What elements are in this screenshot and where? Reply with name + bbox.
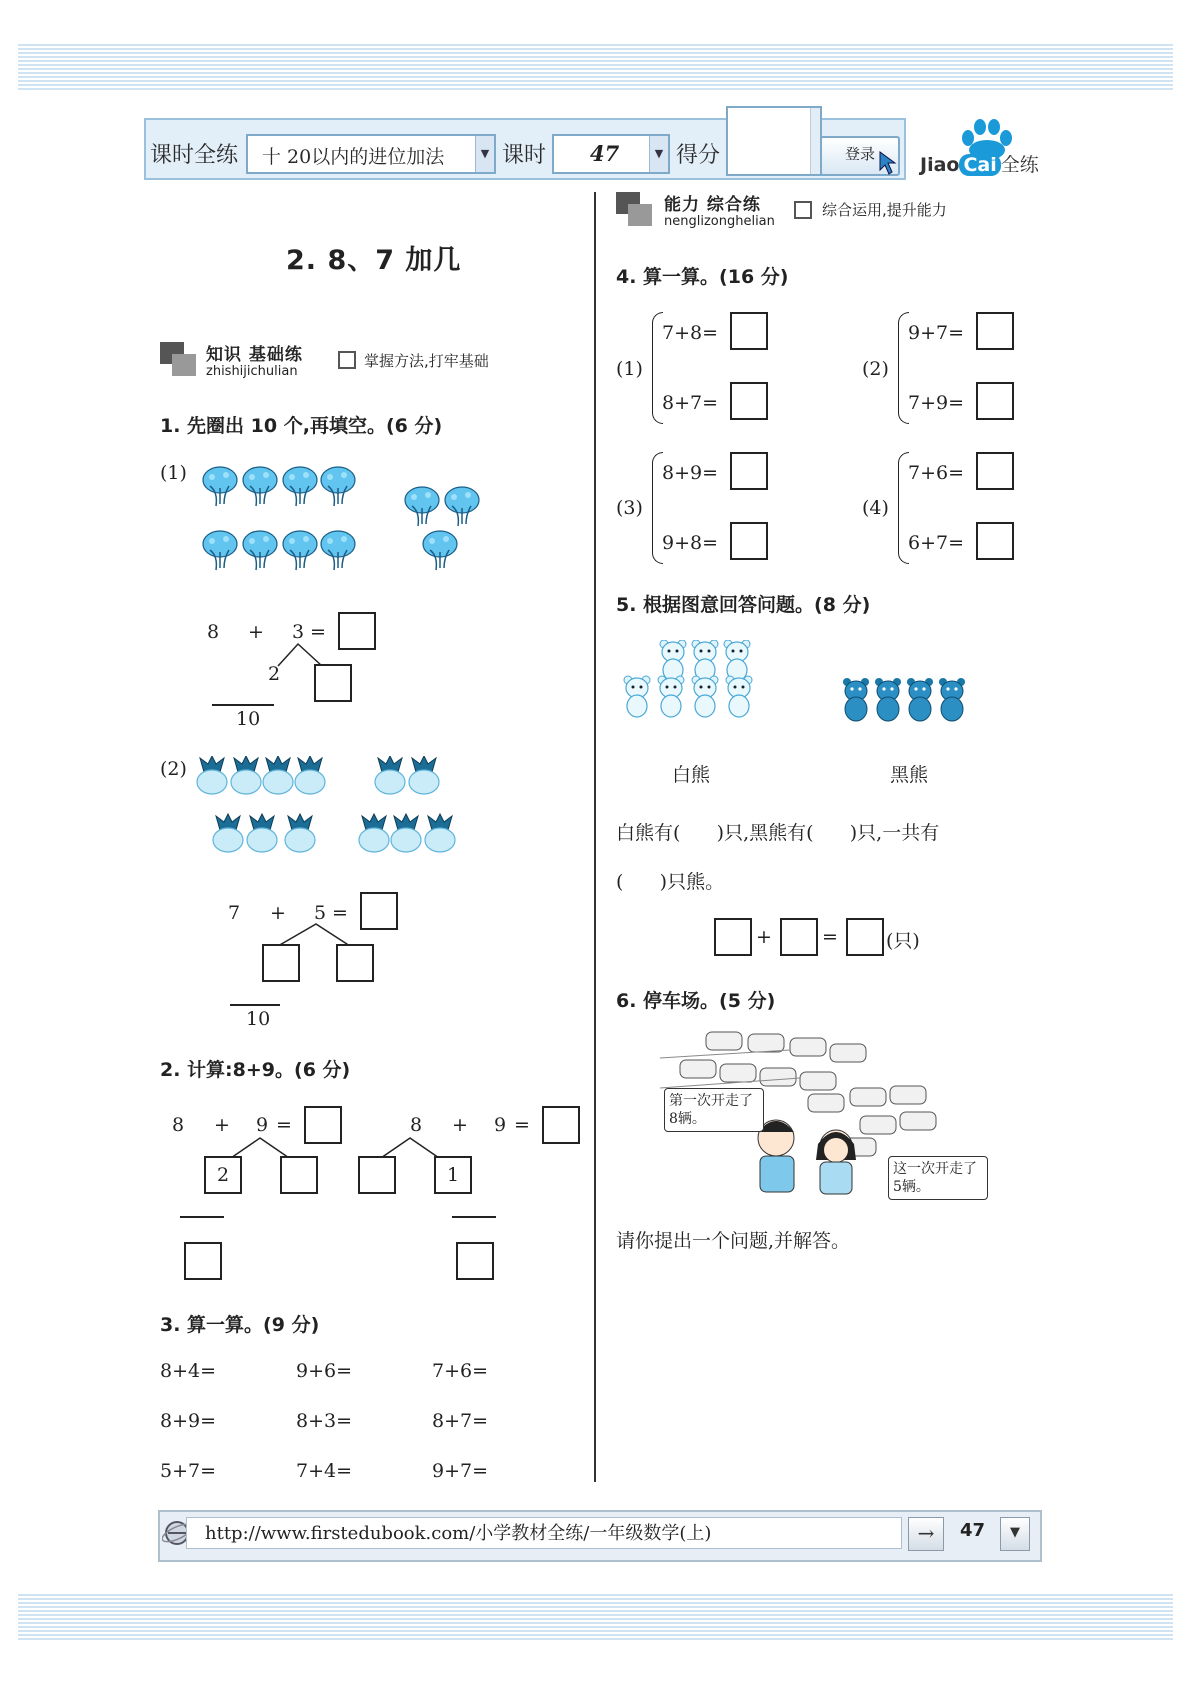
q1-p2-eq: = xyxy=(332,902,348,924)
q2-r-a: 8 xyxy=(410,1114,423,1136)
q1-part2-label: (2) xyxy=(160,758,187,780)
go-arrow-icon[interactable]: → xyxy=(908,1517,944,1551)
cabbage-illustration xyxy=(196,462,486,586)
answer-box[interactable] xyxy=(262,944,300,982)
q6-text: 6. 停车场。(5 分) xyxy=(616,990,776,1012)
q3-item: 8+4= xyxy=(160,1360,217,1382)
q4-bottom: 7+9= xyxy=(908,392,965,414)
answer-box[interactable] xyxy=(314,664,352,702)
underline xyxy=(230,1004,280,1006)
white-bears-illustration xyxy=(620,640,764,726)
page-title: 2. 8、7 加几 xyxy=(286,245,462,276)
q3-item: 9+6= xyxy=(296,1360,353,1382)
q3-item: 9+7= xyxy=(432,1460,489,1482)
answer-box[interactable] xyxy=(976,452,1014,490)
dropdown-arrow-icon[interactable]: ▼ xyxy=(649,136,668,172)
answer-box[interactable] xyxy=(976,312,1014,350)
answer-box[interactable] xyxy=(360,892,398,930)
section-marker-icon xyxy=(338,351,356,369)
score-input[interactable] xyxy=(726,106,822,176)
q4-text: 4. 算一算。(16 分) xyxy=(616,266,789,288)
logo-text: Jiao Cai 全练 xyxy=(920,154,1039,176)
answer-box[interactable] xyxy=(184,1242,222,1280)
q4-top: 9+7= xyxy=(908,322,965,344)
q4-top: 7+6= xyxy=(908,462,965,484)
underline xyxy=(212,704,274,706)
q2-text: 2. 计算:8+9。(6 分) xyxy=(160,1059,351,1081)
split-box: 1 xyxy=(434,1156,472,1194)
answer-box[interactable] xyxy=(730,522,768,560)
q1-p2-a: 7 xyxy=(228,902,241,924)
section-basic-tag: 掌握方法,打牢基础 xyxy=(364,352,489,370)
q3-item: 8+3= xyxy=(296,1410,353,1432)
underline xyxy=(452,1216,496,1218)
q3-item: 7+6= xyxy=(432,1360,489,1382)
page-number: 47 xyxy=(960,1520,986,1541)
q4-bottom: 6+7= xyxy=(908,532,965,554)
q2-r-eq: = xyxy=(514,1114,530,1136)
split-box: 2 xyxy=(204,1156,242,1194)
section-ability-pinyin: nenglizonghelian xyxy=(664,214,775,229)
unit-label: (只) xyxy=(886,930,920,952)
section-basic-title: 知识 基础练 xyxy=(206,345,303,365)
q4-top: 7+8= xyxy=(662,322,719,344)
q5-line2: ( )只熊。 xyxy=(616,871,725,893)
radish-illustration xyxy=(192,756,462,868)
q4-label: (1) xyxy=(616,358,643,380)
q1-p1-op: + xyxy=(248,621,264,643)
dropdown-arrow-icon[interactable]: ▼ xyxy=(475,136,494,172)
answer-box[interactable] xyxy=(358,1156,396,1194)
lesson-select-value: 十 20以内的进位加法 xyxy=(262,146,445,168)
period-label: 课时 xyxy=(502,143,547,168)
answer-box[interactable] xyxy=(336,944,374,982)
q4-top: 8+9= xyxy=(662,462,719,484)
answer-box[interactable] xyxy=(976,522,1014,560)
q1-part1-label: (1) xyxy=(160,462,187,484)
speech-bubble-boy: 第一次开走了8辆。 xyxy=(664,1088,764,1132)
underline xyxy=(180,1216,224,1218)
section-basic-pinyin: zhishijichulian xyxy=(206,364,298,379)
q3-item: 8+7= xyxy=(432,1410,489,1432)
q2-l-op: + xyxy=(214,1114,230,1136)
answer-box[interactable] xyxy=(780,918,818,956)
plus-sign: + xyxy=(756,926,772,948)
period-select[interactable] xyxy=(552,134,670,174)
bottom-stripes xyxy=(18,1594,1173,1642)
q1-p1-split: 2 xyxy=(268,663,281,685)
q2-r-b: 9 xyxy=(494,1114,507,1136)
q3-item: 5+7= xyxy=(160,1460,217,1482)
section-ability-title: 能力 综合练 xyxy=(664,195,761,215)
q4-label: (4) xyxy=(862,497,889,519)
q1-p1-a: 8 xyxy=(207,621,220,643)
q1-p2-ten: 10 xyxy=(246,1008,271,1030)
answer-box[interactable] xyxy=(730,312,768,350)
black-bears-illustration xyxy=(840,676,980,726)
q1-p2-op: + xyxy=(270,902,286,924)
cursor-icon xyxy=(878,150,902,176)
answer-box[interactable] xyxy=(730,452,768,490)
login-label: 登录 xyxy=(844,145,875,163)
q6-prompt: 请你提出一个问题,并解答。 xyxy=(616,1230,851,1252)
q2-l-eq: = xyxy=(276,1114,292,1136)
equals-sign: = xyxy=(822,926,838,948)
url-field[interactable]: http://www.firstedubook.com/小学教材全练/一年级数学(上) xyxy=(186,1517,902,1549)
q1-p1-ten: 10 xyxy=(236,708,261,730)
q3-text: 3. 算一算。(9 分) xyxy=(160,1314,320,1336)
answer-box[interactable] xyxy=(846,918,884,956)
q4-bottom: 8+7= xyxy=(662,392,719,414)
q3-item: 7+4= xyxy=(296,1460,353,1482)
answer-box[interactable] xyxy=(542,1106,580,1144)
speech-bubble-girl: 这一次开走了5辆。 xyxy=(888,1156,988,1200)
q5-line1: 白熊有( )只,黑熊有( )只,一共有 xyxy=(616,822,940,844)
q2-r-op: + xyxy=(452,1114,468,1136)
period-value: 47 xyxy=(590,141,620,166)
q2-l-b: 9 xyxy=(256,1114,269,1136)
score-label: 得分 xyxy=(676,143,721,168)
answer-box[interactable] xyxy=(714,918,752,956)
q1-p1-b: 3 xyxy=(292,621,305,643)
q4-label: (3) xyxy=(616,497,643,519)
top-stripes xyxy=(18,44,1173,92)
section-marker-icon xyxy=(794,201,812,219)
answer-box[interactable] xyxy=(976,382,1014,420)
q1-p1-eq: = xyxy=(310,621,326,643)
lesson-select[interactable] xyxy=(246,134,496,174)
column-divider xyxy=(594,192,596,1482)
scrollbar[interactable] xyxy=(810,108,820,174)
answer-box[interactable] xyxy=(304,1106,342,1144)
section-icon xyxy=(616,192,654,226)
dropdown-arrow-icon[interactable]: ▼ xyxy=(1000,1517,1030,1551)
lesson-label: 课时全练 xyxy=(150,143,239,168)
q4-label: (2) xyxy=(862,358,889,380)
q1-p2-b: 5 xyxy=(314,902,327,924)
white-bear-label: 白熊 xyxy=(672,764,711,786)
answer-box[interactable] xyxy=(280,1156,318,1194)
q3-item: 8+9= xyxy=(160,1410,217,1432)
answer-box[interactable] xyxy=(456,1242,494,1280)
q4-bottom: 9+8= xyxy=(662,532,719,554)
section-icon xyxy=(160,342,198,376)
section-ability-tag: 综合运用,提升能力 xyxy=(822,201,947,219)
answer-box[interactable] xyxy=(730,382,768,420)
black-bear-label: 黑熊 xyxy=(890,764,929,786)
q5-text: 5. 根据图意回答问题。(8 分) xyxy=(616,594,871,616)
q1-text: 1. 先圈出 10 个,再填空。(6 分) xyxy=(160,415,443,437)
q2-l-a: 8 xyxy=(172,1114,185,1136)
